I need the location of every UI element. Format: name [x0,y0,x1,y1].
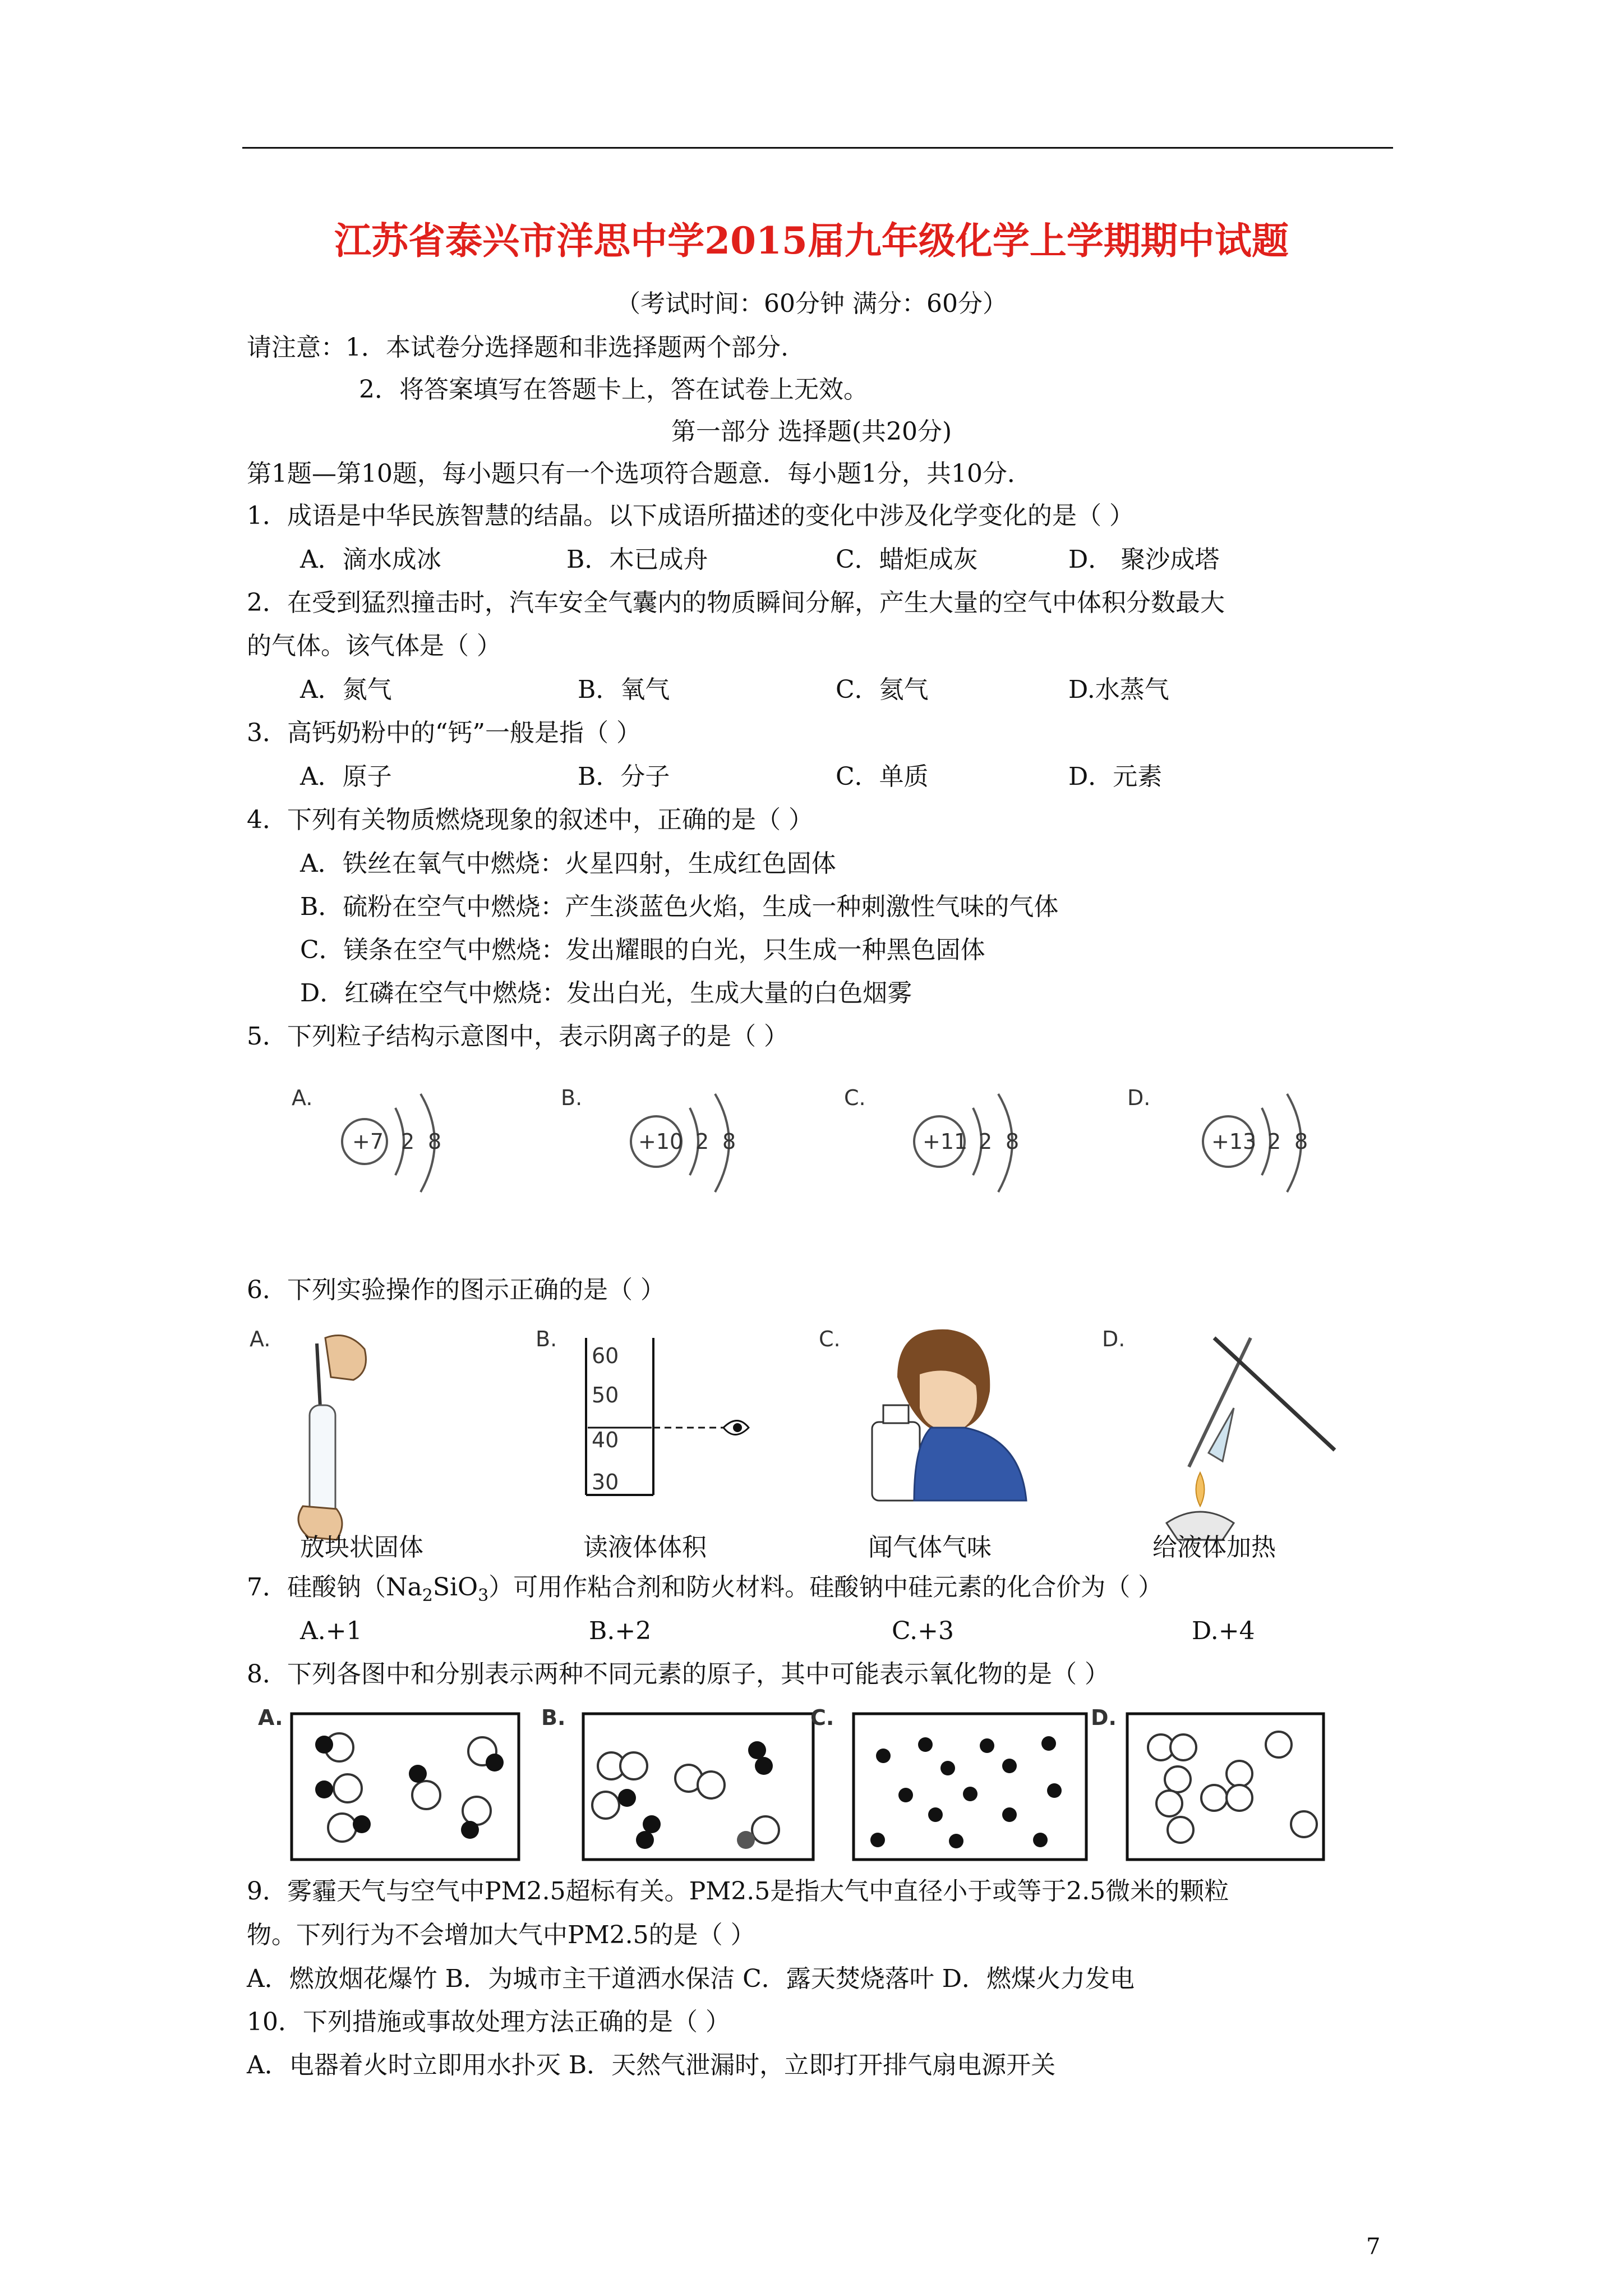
q6-caption-d: 给液体加热 [1152,1533,1276,1562]
notice-1: 请注意：1．本试卷分选择题和非选择题两个部分. [247,333,789,362]
q1-option-d: D． 聚沙成塔 [1068,545,1220,574]
q7-option-a: A.+1 [300,1617,362,1645]
q3-option-a: A．原子 [300,762,392,791]
q6-stem: 6．下列实验操作的图示正确的是（ ） [247,1276,665,1304]
svg-text:8: 8 [428,1129,442,1154]
svg-text:8: 8 [1294,1129,1308,1154]
q6-illustration-d [1102,1327,1335,1540]
page-number: 7 [1366,2234,1381,2260]
q9-stem-1: 9．雾霾天气与空气中PM2.5超标有关。PM2.5是指大气中直径小于或等于2.5微米的颗粒 [247,1877,1229,1906]
svg-text:C.: C. [819,1327,841,1351]
q4-option-c: C．镁条在空气中燃烧：发出耀眼的白光，只生成一种黑色固体 [300,936,985,964]
q3-option-c: C．单质 [836,762,929,791]
q8-box-c [810,1705,1086,1860]
notice-2: 2．将答案填写在答题卡上，答在试卷上无效。 [359,375,868,404]
svg-text:B.: B. [536,1327,557,1351]
svg-text:A.: A. [258,1705,283,1730]
q7-option-b: B.+2 [589,1617,652,1645]
svg-text:30: 30 [592,1470,619,1494]
q2-option-b: B．氧气 [578,675,670,704]
svg-text:60: 60 [592,1343,619,1368]
q1-stem: 1．成语是中华民族智慧的结晶。以下成语所描述的变化中涉及化学变化的是（ ） [247,501,1134,530]
q7-stem-mid: SiO [432,1573,478,1602]
svg-text:2: 2 [979,1129,993,1154]
q7-stem-post: ）可用作粘合剂和防火材料。硅酸钠中硅元素的化合价为（ ） [488,1573,1163,1602]
q4-option-b: B．硫粉在空气中燃烧：产生淡蓝色火焰，生成一种刺激性气味的气体 [300,892,1059,921]
exam-info: （考试时间：60分钟 满分：60分） [616,289,1007,318]
svg-text:+7: +7 [352,1129,384,1154]
q6-illustration-c [819,1327,1026,1501]
q3-stem: 3．高钙奶粉中的“钙”一般是指（ ） [247,719,641,747]
q9-options: A．燃放烟花爆竹 B．为城市主干道洒水保洁 C．露天焚烧落叶 D．燃煤火力发电 [247,1964,1135,1993]
svg-text:2: 2 [401,1129,415,1154]
q1-option-a: A．滴水成冰 [300,545,441,574]
q7-option-c: C.+3 [892,1617,954,1645]
svg-text:A.: A. [250,1327,271,1351]
q8-box-a [258,1705,519,1860]
svg-text:B.: B. [541,1705,566,1730]
page-title: 江苏省泰兴市洋思中学2015届九年级化学上学期期中试题 [334,219,1289,263]
svg-text:40: 40 [592,1428,619,1452]
q1-option-b: B．木已成舟 [566,545,708,574]
q8-stem: 8．下列各图中和分别表示两种不同元素的原子，其中可能表示氧化物的是（ ） [247,1660,1109,1688]
q8-box-b [541,1705,813,1860]
q3-option-d: D．元素 [1068,762,1163,791]
q6-caption-a: 放块状固体 [300,1533,423,1562]
q6-caption-b: 读液体体积 [583,1533,707,1562]
q10-options: A．电器着火时立即用水扑灭 B．天然气泄漏时，立即打开排气扇电源开关 [247,2051,1056,2079]
svg-text:B.: B. [561,1085,583,1110]
q3-option-b: B．分子 [578,762,670,791]
svg-text:8: 8 [722,1129,736,1154]
q7-sub-1: 2 [422,1585,433,1605]
q2-stem-1: 2．在受到猛烈撞击时，汽车安全气囊内的物质瞬间分解，产生大量的空气中体积分数最大 [247,588,1225,617]
q5-diagram-b [561,1085,736,1192]
svg-text:D.: D. [1102,1327,1126,1351]
part1-instructions: 第1题—第10题，每小题只有一个选项符合题意．每小题1分，共10分． [247,459,1032,488]
q8-particle-boxes [0,1700,1623,1868]
q2-option-c: C．氦气 [836,675,929,704]
q7-sub-2: 3 [478,1585,489,1605]
header-rule [242,147,1393,149]
svg-text:+10: +10 [638,1129,684,1154]
q4-option-a: A．铁丝在氧气中燃烧：火星四射，生成红色固体 [300,849,836,878]
svg-text:D.: D. [1091,1705,1117,1730]
q5-atom-diagrams [0,1077,1623,1245]
svg-text:C.: C. [810,1705,834,1730]
q5-diagram-a [292,1085,441,1192]
q6-illustration-b [536,1327,749,1495]
q9-stem-2: 物。下列行为不会增加大气中PM2.5的是（ ） [247,1921,755,1949]
q10-stem: 10．下列措施或事故处理方法正确的是（ ） [247,2008,730,2036]
q2-option-a: A．氮气 [300,675,392,704]
svg-text:A.: A. [292,1085,313,1110]
q4-option-d: D．红磷在空气中燃烧：发出白光，生成大量的白色烟雾 [300,979,912,1007]
svg-text:+13: +13 [1211,1129,1257,1154]
q1-option-c: C．蜡炬成灰 [836,545,978,574]
svg-text:2: 2 [695,1129,709,1154]
svg-text:C.: C. [844,1085,866,1110]
q5-diagram-d [1127,1085,1308,1192]
q6-lab-illustrations [0,1321,1623,1557]
svg-text:2: 2 [1267,1129,1281,1154]
q4-stem: 4．下列有关物质燃烧现象的叙述中，正确的是（ ） [247,806,813,834]
svg-text:+11: +11 [923,1129,968,1154]
svg-text:50: 50 [592,1383,619,1407]
q7-stem [247,1571,1163,1613]
svg-text:D.: D. [1127,1085,1151,1110]
q5-diagram-c [844,1085,1019,1192]
q8-box-d [1091,1705,1324,1860]
q6-illustration-a [250,1327,366,1540]
q7-stem-pre: 7．硅酸钠（Na [247,1573,422,1602]
q7-option-d: D.+4 [1192,1617,1255,1645]
q2-option-d: D.水蒸气 [1068,675,1169,704]
svg-text:8: 8 [1006,1129,1020,1154]
part1-title: 第一部分 选择题(共20分) [671,417,952,446]
q6-caption-c: 闻气体气味 [868,1533,992,1562]
q2-stem-2: 的气体。该气体是（ ） [247,632,501,660]
q5-stem: 5．下列粒子结构示意图中，表示阴离子的是（ ） [247,1022,789,1051]
